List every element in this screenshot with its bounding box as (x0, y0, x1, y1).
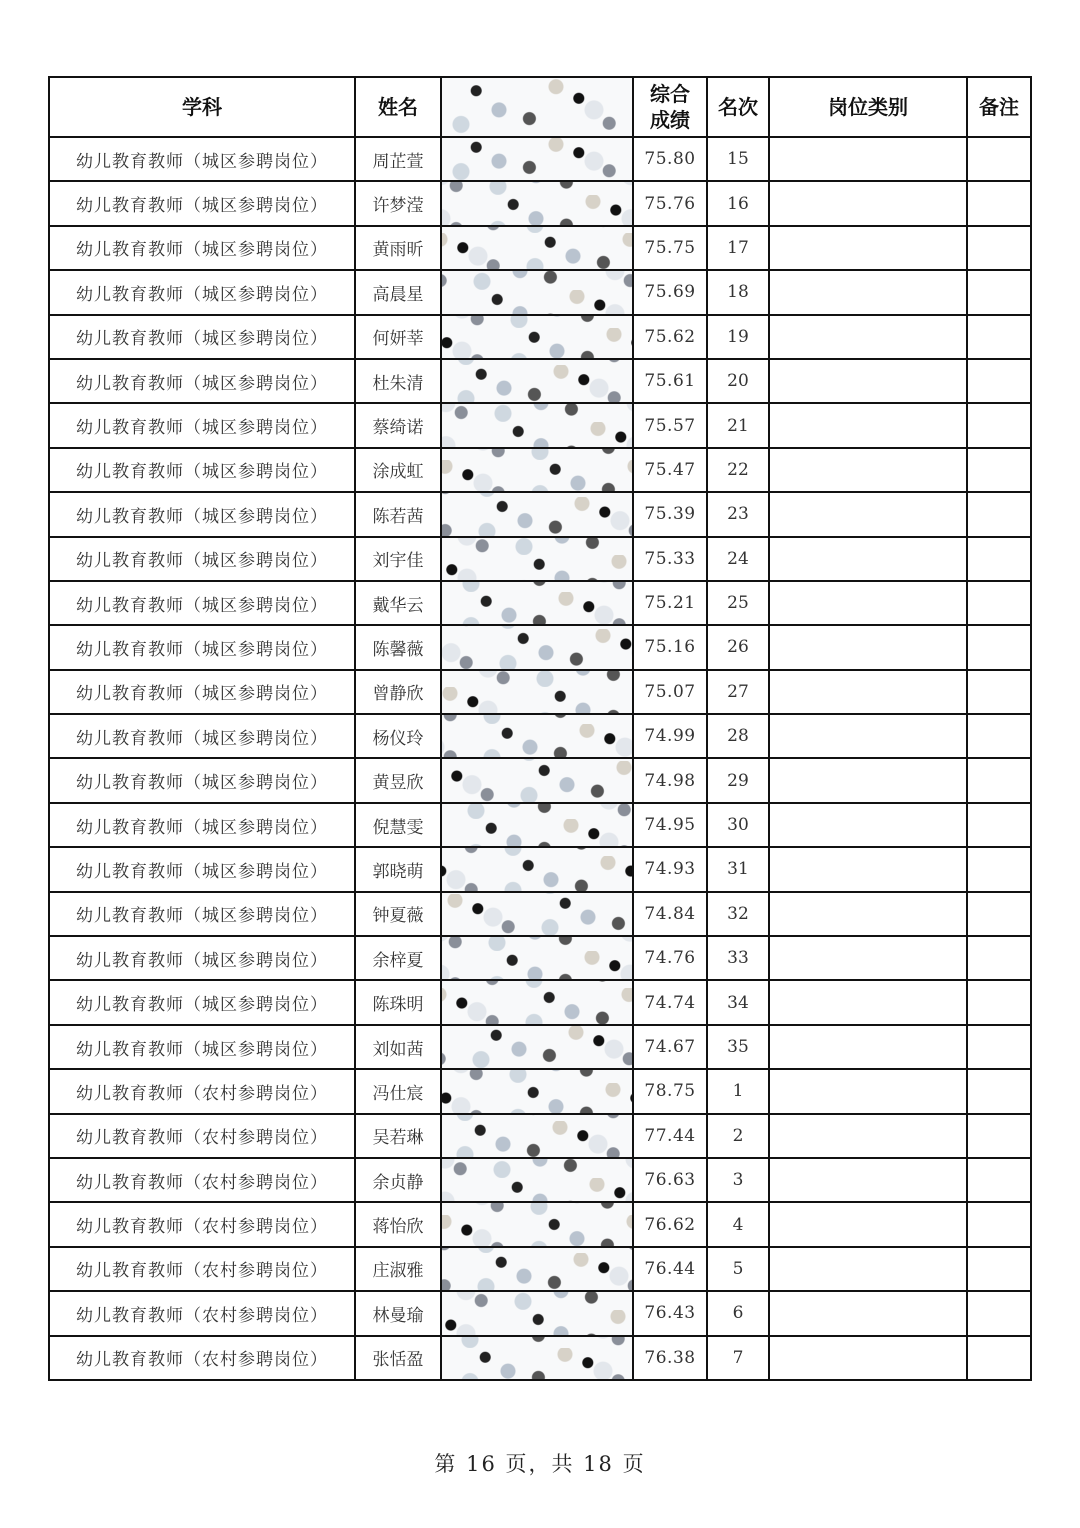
rank-cell: 31 (707, 847, 769, 891)
redacted-cell (441, 1158, 633, 1202)
subject-cell: 幼儿教育教师（城区参聘岗位） (49, 803, 355, 847)
position-type-cell (769, 315, 967, 359)
remarks-cell (967, 803, 1031, 847)
redaction-mosaic (442, 493, 632, 535)
name-cell: 许梦滢 (355, 181, 441, 225)
header-name: 姓名 (355, 77, 441, 137)
score-cell: 75.07 (633, 670, 707, 714)
redacted-cell (441, 270, 633, 314)
table-row (49, 1069, 1031, 1113)
name-cell: 倪慧雯 (355, 803, 441, 847)
table-row (49, 1336, 1031, 1380)
remarks-cell (967, 1336, 1031, 1380)
name-cell: 陈馨薇 (355, 625, 441, 669)
rank-cell: 2 (707, 1114, 769, 1158)
position-type-cell (769, 448, 967, 492)
redacted-cell (441, 1336, 633, 1380)
position-type-cell (769, 492, 967, 536)
score-cell: 74.74 (633, 980, 707, 1024)
position-type-cell (769, 1158, 967, 1202)
remarks-cell (967, 581, 1031, 625)
subject-cell: 幼儿教育教师（城区参聘岗位） (49, 980, 355, 1024)
table-row (49, 492, 1031, 536)
redacted-cell (441, 714, 633, 758)
subject-cell: 幼儿教育教师（农村参聘岗位） (49, 1158, 355, 1202)
table-row (49, 359, 1031, 403)
table-row (49, 581, 1031, 625)
remarks-cell (967, 270, 1031, 314)
redacted-cell (441, 359, 633, 403)
name-cell: 郭晓萌 (355, 847, 441, 891)
score-cell: 75.57 (633, 403, 707, 447)
redacted-cell (441, 892, 633, 936)
redaction-mosaic (442, 449, 632, 491)
remarks-cell (967, 1247, 1031, 1291)
subject-cell: 幼儿教育教师（农村参聘岗位） (49, 1202, 355, 1246)
subject-cell: 幼儿教育教师（农村参聘岗位） (49, 1247, 355, 1291)
position-type-cell (769, 936, 967, 980)
rank-cell: 3 (707, 1158, 769, 1202)
remarks-cell (967, 714, 1031, 758)
redacted-cell (441, 581, 633, 625)
remarks-cell (967, 1202, 1031, 1246)
position-type-cell (769, 1291, 967, 1335)
table-row (49, 1247, 1031, 1291)
score-cell: 75.21 (633, 581, 707, 625)
rank-cell: 25 (707, 581, 769, 625)
header-score (633, 77, 707, 137)
position-type-cell (769, 1025, 967, 1069)
redaction-mosaic (442, 1248, 632, 1290)
score-cell: 74.95 (633, 803, 707, 847)
score-cell: 75.33 (633, 537, 707, 581)
redaction-mosaic (442, 1292, 632, 1334)
remarks-cell (967, 936, 1031, 980)
redaction-mosaic (442, 848, 632, 890)
rank-cell: 26 (707, 625, 769, 669)
redaction-mosaic (442, 360, 632, 402)
rank-cell: 5 (707, 1247, 769, 1291)
rank-cell: 4 (707, 1202, 769, 1246)
table-row (49, 847, 1031, 891)
score-cell: 75.76 (633, 181, 707, 225)
name-cell: 庄淑雅 (355, 1247, 441, 1291)
redacted-cell (441, 670, 633, 714)
redacted-cell (441, 980, 633, 1024)
table-row (49, 181, 1031, 225)
score-cell: 76.43 (633, 1291, 707, 1335)
name-cell: 陈珠明 (355, 980, 441, 1024)
score-cell: 74.84 (633, 892, 707, 936)
subject-cell: 幼儿教育教师（城区参聘岗位） (49, 714, 355, 758)
rank-cell: 20 (707, 359, 769, 403)
remarks-cell (967, 625, 1031, 669)
redaction-mosaic (442, 671, 632, 713)
subject-cell: 幼儿教育教师（农村参聘岗位） (49, 1291, 355, 1335)
table-row (49, 980, 1031, 1024)
name-cell: 刘如茜 (355, 1025, 441, 1069)
name-cell: 高晨星 (355, 270, 441, 314)
rank-cell: 29 (707, 758, 769, 802)
redacted-cell (441, 1114, 633, 1158)
rank-cell: 32 (707, 892, 769, 936)
name-cell: 何妍莘 (355, 315, 441, 359)
name-cell: 余梓夏 (355, 936, 441, 980)
remarks-cell (967, 892, 1031, 936)
remarks-cell (967, 1291, 1031, 1335)
redaction-mosaic (442, 182, 632, 224)
redacted-cell (441, 1069, 633, 1113)
remarks-cell (967, 137, 1031, 181)
rank-cell: 15 (707, 137, 769, 181)
remarks-cell (967, 980, 1031, 1024)
score-cell: 76.38 (633, 1336, 707, 1380)
score-cell: 74.99 (633, 714, 707, 758)
rank-cell: 7 (707, 1336, 769, 1380)
subject-cell: 幼儿教育教师（城区参聘岗位） (49, 492, 355, 536)
subject-cell: 幼儿教育教师（城区参聘岗位） (49, 537, 355, 581)
remarks-cell (967, 181, 1031, 225)
position-type-cell (769, 1069, 967, 1113)
table-row (49, 226, 1031, 270)
redaction-mosaic (442, 1159, 632, 1201)
table-row (49, 448, 1031, 492)
redacted-cell (441, 1247, 633, 1291)
score-cell: 75.69 (633, 270, 707, 314)
score-cell: 76.62 (633, 1202, 707, 1246)
rank-cell: 22 (707, 448, 769, 492)
name-cell: 余贞静 (355, 1158, 441, 1202)
header-subject: 学科 (49, 77, 355, 137)
table-row (49, 1025, 1031, 1069)
redacted-cell (441, 625, 633, 669)
page-number-footer: 第 16 页，共 18 页 (434, 1452, 646, 1476)
redaction-mosaic (442, 759, 632, 801)
redaction-mosaic (442, 1026, 632, 1068)
subject-cell: 幼儿教育教师（农村参聘岗位） (49, 1069, 355, 1113)
table-body (49, 137, 1031, 1380)
redacted-cell (441, 537, 633, 581)
table-row (49, 315, 1031, 359)
subject-cell: 幼儿教育教师（城区参聘岗位） (49, 936, 355, 980)
redacted-cell (441, 492, 633, 536)
position-type-cell (769, 625, 967, 669)
redacted-cell (441, 936, 633, 980)
subject-cell: 幼儿教育教师（城区参聘岗位） (49, 315, 355, 359)
redacted-cell (441, 803, 633, 847)
remarks-cell (967, 537, 1031, 581)
rank-cell: 24 (707, 537, 769, 581)
subject-cell: 幼儿教育教师（城区参聘岗位） (49, 137, 355, 181)
rank-cell: 19 (707, 315, 769, 359)
score-cell: 76.44 (633, 1247, 707, 1291)
redaction-mosaic (442, 893, 632, 935)
name-cell: 黄昱欣 (355, 758, 441, 802)
name-cell: 陈若茜 (355, 492, 441, 536)
redacted-cell (441, 226, 633, 270)
position-type-cell (769, 714, 967, 758)
rank-cell: 35 (707, 1025, 769, 1069)
table-row (49, 1114, 1031, 1158)
name-cell: 蒋怡欣 (355, 1202, 441, 1246)
position-type-cell (769, 1336, 967, 1380)
redacted-cell (441, 181, 633, 225)
redaction-mosaic (442, 981, 632, 1023)
score-cell: 75.16 (633, 625, 707, 669)
redaction-mosaic (442, 227, 632, 269)
table-row (49, 758, 1031, 802)
rank-cell: 33 (707, 936, 769, 980)
table-row (49, 1202, 1031, 1246)
rank-cell: 16 (707, 181, 769, 225)
rank-cell: 28 (707, 714, 769, 758)
redacted-cell (441, 1202, 633, 1246)
name-cell: 林曼瑜 (355, 1291, 441, 1335)
table-row (49, 625, 1031, 669)
redacted-cell (441, 1025, 633, 1069)
position-type-cell (769, 847, 967, 891)
table-row (49, 892, 1031, 936)
table-row (49, 537, 1031, 581)
subject-cell: 幼儿教育教师（城区参聘岗位） (49, 181, 355, 225)
redaction-mosaic (442, 1115, 632, 1157)
subject-cell: 幼儿教育教师（农村参聘岗位） (49, 1336, 355, 1380)
header-score-line1: 综合 (650, 82, 690, 106)
position-type-cell (769, 181, 967, 225)
redaction-mosaic (442, 626, 632, 668)
name-cell: 蔡绮诺 (355, 403, 441, 447)
redaction-mosaic (442, 138, 632, 180)
table-row (49, 803, 1031, 847)
redaction-mosaic (442, 316, 632, 358)
table-row (49, 270, 1031, 314)
redacted-cell (441, 1291, 633, 1335)
position-type-cell (769, 537, 967, 581)
subject-cell: 幼儿教育教师（城区参聘岗位） (49, 625, 355, 669)
remarks-cell (967, 359, 1031, 403)
position-type-cell (769, 892, 967, 936)
position-type-cell (769, 1202, 967, 1246)
name-cell: 钟夏薇 (355, 892, 441, 936)
subject-cell: 幼儿教育教师（农村参聘岗位） (49, 1114, 355, 1158)
redacted-cell (441, 847, 633, 891)
name-cell: 戴华云 (355, 581, 441, 625)
rank-cell: 34 (707, 980, 769, 1024)
rank-cell: 1 (707, 1069, 769, 1113)
results-table (48, 76, 1032, 1381)
rank-cell: 17 (707, 226, 769, 270)
position-type-cell (769, 581, 967, 625)
name-cell: 黄雨昕 (355, 226, 441, 270)
name-cell: 涂成虹 (355, 448, 441, 492)
score-cell: 74.93 (633, 847, 707, 891)
position-type-cell (769, 1247, 967, 1291)
position-type-cell (769, 359, 967, 403)
rank-cell: 23 (707, 492, 769, 536)
score-cell: 78.75 (633, 1069, 707, 1113)
remarks-cell (967, 226, 1031, 270)
remarks-cell (967, 448, 1031, 492)
name-cell: 冯仕宸 (355, 1069, 441, 1113)
position-type-cell (769, 1114, 967, 1158)
redaction-mosaic (442, 804, 632, 846)
rank-cell: 21 (707, 403, 769, 447)
name-cell: 吴若琳 (355, 1114, 441, 1158)
table-row (49, 670, 1031, 714)
table-row (49, 137, 1031, 181)
table-row (49, 936, 1031, 980)
subject-cell: 幼儿教育教师（城区参聘岗位） (49, 892, 355, 936)
subject-cell: 幼儿教育教师（城区参聘岗位） (49, 581, 355, 625)
name-cell: 周芷萱 (355, 137, 441, 181)
subject-cell: 幼儿教育教师（城区参聘岗位） (49, 226, 355, 270)
header-remarks: 备注 (967, 77, 1031, 137)
redaction-mosaic (442, 271, 632, 313)
score-cell: 77.44 (633, 1114, 707, 1158)
redaction-mosaic (442, 78, 632, 136)
redaction-mosaic (442, 937, 632, 979)
position-type-cell (769, 758, 967, 802)
name-cell: 杨仪玲 (355, 714, 441, 758)
subject-cell: 幼儿教育教师（城区参聘岗位） (49, 1025, 355, 1069)
rank-cell: 6 (707, 1291, 769, 1335)
subject-cell: 幼儿教育教师（城区参聘岗位） (49, 359, 355, 403)
table-header-row (49, 77, 1031, 137)
name-cell: 张恬盈 (355, 1336, 441, 1380)
remarks-cell (967, 403, 1031, 447)
score-cell: 76.63 (633, 1158, 707, 1202)
redacted-cell (441, 448, 633, 492)
header-redacted (441, 77, 633, 137)
name-cell: 刘宇佳 (355, 537, 441, 581)
name-cell: 杜朱清 (355, 359, 441, 403)
remarks-cell (967, 1158, 1031, 1202)
redacted-cell (441, 403, 633, 447)
table-row (49, 1158, 1031, 1202)
header-score-line2: 成绩 (650, 108, 690, 132)
position-type-cell (769, 270, 967, 314)
remarks-cell (967, 758, 1031, 802)
subject-cell: 幼儿教育教师（城区参聘岗位） (49, 670, 355, 714)
redacted-cell (441, 758, 633, 802)
table-row (49, 403, 1031, 447)
name-cell: 曾静欣 (355, 670, 441, 714)
redaction-mosaic (442, 1337, 632, 1379)
score-cell: 74.67 (633, 1025, 707, 1069)
subject-cell: 幼儿教育教师（城区参聘岗位） (49, 403, 355, 447)
position-type-cell (769, 670, 967, 714)
header-rank: 名次 (707, 77, 769, 137)
score-cell: 75.39 (633, 492, 707, 536)
score-cell: 75.80 (633, 137, 707, 181)
score-cell: 75.75 (633, 226, 707, 270)
redaction-mosaic (442, 1070, 632, 1112)
rank-cell: 18 (707, 270, 769, 314)
remarks-cell (967, 1025, 1031, 1069)
score-cell: 75.62 (633, 315, 707, 359)
position-type-cell (769, 226, 967, 270)
table-row (49, 714, 1031, 758)
redaction-mosaic (442, 1203, 632, 1245)
remarks-cell (967, 492, 1031, 536)
redaction-mosaic (442, 404, 632, 446)
subject-cell: 幼儿教育教师（城区参聘岗位） (49, 758, 355, 802)
remarks-cell (967, 847, 1031, 891)
redaction-mosaic (442, 582, 632, 624)
remarks-cell (967, 315, 1031, 359)
rank-cell: 30 (707, 803, 769, 847)
remarks-cell (967, 670, 1031, 714)
subject-cell: 幼儿教育教师（城区参聘岗位） (49, 448, 355, 492)
redaction-mosaic (442, 538, 632, 580)
rank-cell: 27 (707, 670, 769, 714)
table-row (49, 1291, 1031, 1335)
score-cell: 74.98 (633, 758, 707, 802)
position-type-cell (769, 137, 967, 181)
score-cell: 75.47 (633, 448, 707, 492)
redacted-cell (441, 137, 633, 181)
remarks-cell (967, 1069, 1031, 1113)
redacted-cell (441, 315, 633, 359)
subject-cell: 幼儿教育教师（城区参聘岗位） (49, 270, 355, 314)
score-cell: 74.76 (633, 936, 707, 980)
subject-cell: 幼儿教育教师（城区参聘岗位） (49, 847, 355, 891)
position-type-cell (769, 980, 967, 1024)
remarks-cell (967, 1114, 1031, 1158)
header-position-type: 岗位类别 (769, 77, 967, 137)
position-type-cell (769, 803, 967, 847)
position-type-cell (769, 403, 967, 447)
score-cell: 75.61 (633, 359, 707, 403)
redaction-mosaic (442, 715, 632, 757)
